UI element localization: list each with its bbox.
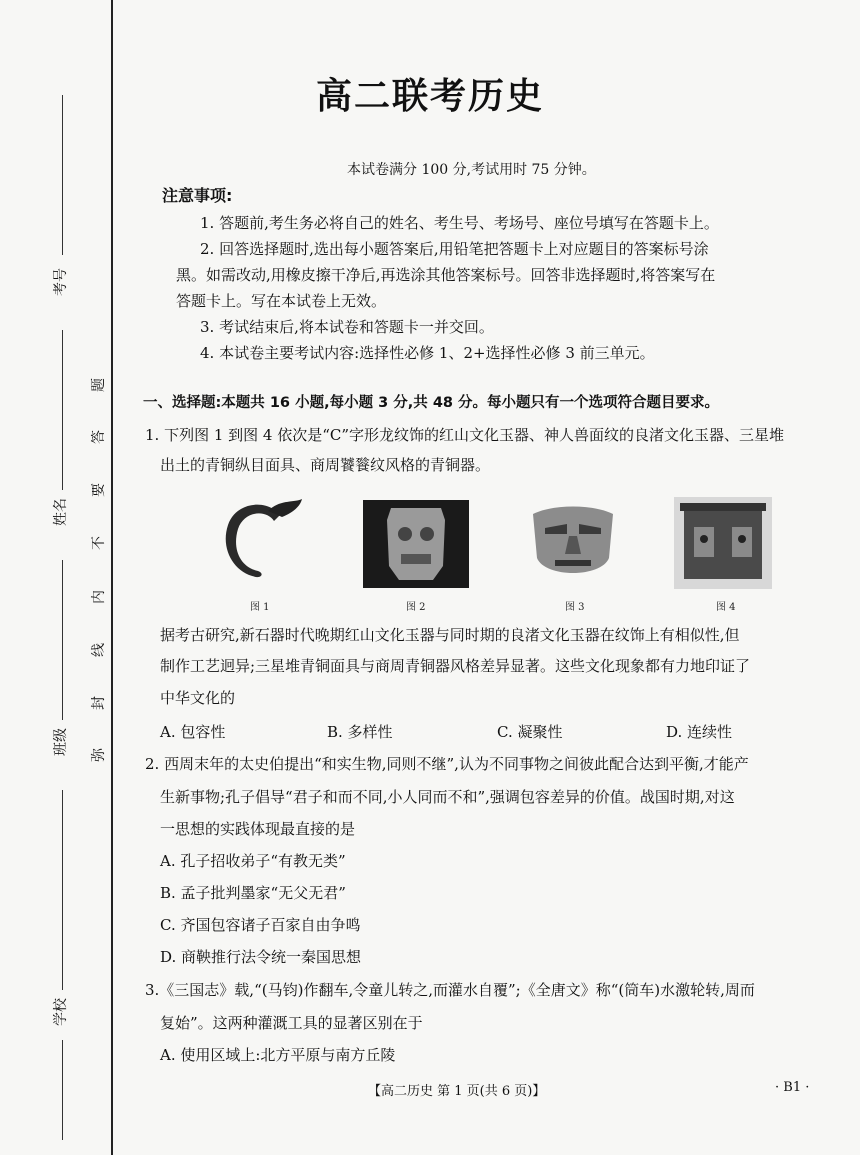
eye [398,527,412,541]
figure-1-jade-dragon [210,493,310,585]
class-label: 班级 [53,728,69,756]
q2-stem: 生新事物;孔子倡导“君子和而不同,小人同而不和”,强调包容差异的价值。战国时期,对这 [160,788,735,806]
exam-no-blank [62,95,63,255]
q1-option-a: A. 包容性 [160,723,226,741]
q3-stem: 复始”。这两种灌溉工具的显著区别在于 [160,1014,423,1032]
school-label: 学校 [53,998,69,1026]
school-blank-lower [62,1040,63,1140]
notice-heading: 注意事项: [162,186,233,205]
q1-stem: 出土的青铜纵目面具、商周饕餮纹风格的青铜器。 [160,456,491,474]
figure-4-bronze-vessel [674,497,772,589]
q2-option-d: D. 商鞅推行法令统一秦国思想 [160,948,362,966]
seal-char: 不 [91,536,107,550]
section-heading: 一、选择题:本题共 16 小题,每小题 3 分,共 48 分。每小题只有一个选项符合题目要求。 [143,395,720,411]
eye [700,535,708,543]
notice-line: 2. 回答选择题时,选出每小题答案后,用铅笔把答题卡上对应题目的答案标号涂 [200,240,709,258]
class-blank [62,560,63,720]
seal-char: 题 [91,378,107,392]
notice-line: 黑。如需改动,用橡皮擦干净后,再选涂其他答案标号。回答非选择题时,将答案写在 [176,266,716,284]
q2-option-a: A. 孔子招收弟子“有教无类” [160,852,346,870]
binding-line [111,0,113,1155]
q2-stem: 一思想的实践体现最直接的是 [160,820,356,838]
q1-paragraph: 制作工艺迥异;三星堆青铜面具与商周青铜器风格差异显著。这些文化现象都有力地印证了 [160,657,751,675]
name-label: 姓名 [53,498,69,526]
q2-option-b: B. 孟子批判墨家“无父无君” [160,884,346,902]
page-footer: 【高二历史 第 1 页(共 6 页)】 [368,1084,546,1099]
figure-caption: 图 1 [250,602,270,613]
vessel-rim [680,503,766,511]
q1-option-b: B. 多样性 [327,723,393,741]
figure-caption: 图 2 [406,602,426,613]
exam-no-label: 考号 [53,268,69,296]
figure-3-bronze-mask [523,500,623,586]
q2-stem: 2. 西周末年的太史伯提出“和实生物,同则不继”,认为不同事物之间彼此配合达到平衡,才能产 [145,755,749,773]
seal-char: 内 [91,590,107,604]
intro-line: 本试卷满分 100 分,考试用时 75 分钟。 [347,162,596,178]
page-title: 高二联考历史 [315,76,544,117]
q1-option-d: D. 连续性 [666,723,733,741]
name-blank [62,330,63,490]
notice-line: 3. 考试结束后,将本试卷和答题卡一并交回。 [200,318,494,336]
figure-caption: 图 4 [716,602,736,613]
eye [420,527,434,541]
seal-char: 弥 [91,748,107,762]
notice-line: 4. 本试卷主要考试内容:选择性必修 1、2+选择性必修 3 前三单元。 [200,344,655,362]
q1-paragraph: 中华文化的 [160,689,236,707]
figure-caption: 图 3 [565,602,585,613]
seal-char: 答 [91,430,107,444]
mouth [401,554,431,564]
jade-dragon-shape [226,505,280,577]
notice-line: 1. 答题前,考生务必将自己的姓名、考生号、考场号、座位号填写在答题卡上。 [200,214,719,232]
mouth [555,560,591,566]
q3-stem: 3.《三国志》载,“(马钧)作翻车,令童儿转之,而灌水自覆”;《全唐文》称“(筒车)水激轮转,周而 [145,981,755,999]
q1-paragraph: 据考古研究,新石器时代晚期红山文化玉器与同时期的良渚文化玉器在纹饰上有相似性,但 [160,626,740,644]
seal-char: 封 [91,696,107,710]
seal-char: 要 [91,483,107,497]
school-blank [62,790,63,990]
eye [738,535,746,543]
figure-2-liangzhu-jade [363,500,469,588]
q1-option-c: C. 凝聚性 [497,723,563,741]
q1-stem: 1. 下列图 1 到图 4 依次是“C”字形龙纹饰的红山文化玉器、神人兽面纹的良渚文化玉器、三星堆 [145,426,785,444]
mask-shape [387,508,445,580]
page-code: · B1 · [775,1080,810,1095]
q2-option-c: C. 齐国包容诸子百家自由争鸣 [160,916,361,934]
seal-char: 线 [91,643,107,657]
q3-option-a: A. 使用区域上:北方平原与南方丘陵 [160,1046,396,1064]
notice-line: 答题卡上。写在本试卷上无效。 [176,292,387,310]
